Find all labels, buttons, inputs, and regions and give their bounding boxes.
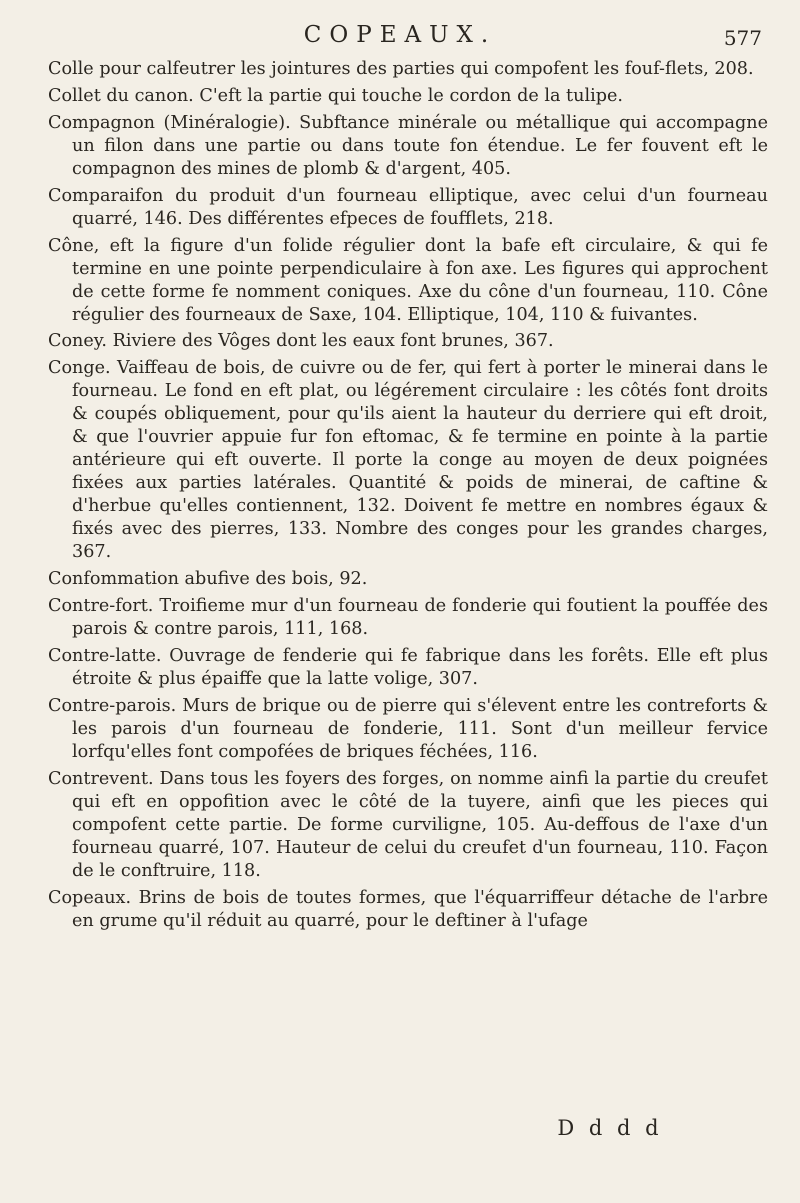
dictionary-entry <box>48 330 768 353</box>
entry-definition: Dans tous les foyers des forges, on nomme ainfi la partie du creufet qui eft en oppofition avec le côté de la tuyere, ainfi que les pieces qui compofent cette partie. De forme curviligne, 105. Au-deffous de l'axe d'un fourneau quarré, 107. Hauteur de celui du creufet d'un fourneau, 110. Façon de le conftruire, 118. <box>72 768 768 881</box>
entry-definition: Vaiffeau de bois, de cuivre ou de fer, qui fert à porter le minerai dans le fourneau. Le fond en eft plat, ou légérement circulaire : les côtés font droits & coupés obliquement, pour qu'ils aient la hauteur du derriere qui eft droit, & que l'ouvrier appuie fur fon eftomac, & fe termine en pointe à la partie antérieure qui eft ouverte. Il porte la conge au moyen de deux poignées fixées aux parties latérales. Quantité & poids de minerai, de caftine & d'herbue qu'elles contiennent, 132. Doivent fe mettre en nombres égaux & fixés avec des pierres, 133. Nombre des conges pour les grandes charges, 367. <box>72 358 768 563</box>
entry-term: Colle <box>48 59 94 79</box>
entry-definition: du canon. C'eft la partie qui touche le cordon de la tulipe. <box>100 85 623 106</box>
entry-term: Coney. <box>48 331 107 352</box>
entry-term: Collet <box>48 85 101 106</box>
entry-term: Contre-latte. <box>48 646 162 667</box>
entry-definition: du produit d'un fourneau elliptique, avec celui d'un fourneau quarré, 146. Des différentes efpeces de foufflets, 218. <box>72 185 768 229</box>
entry-term: Contre-fort. <box>48 596 154 617</box>
dictionary-entry <box>48 112 768 181</box>
entry-term: Cône, <box>48 235 100 256</box>
entry-definition: Brins de bois de toutes formes, que l'équarriffeur détache de l'arbre en grume qu'il réduit au quarré, pour le deftiner à l'ufage <box>72 887 768 931</box>
entry-definition: Riviere des Vôges dont les eaux font brunes, 367. <box>107 331 554 352</box>
entry-term: Confommation <box>48 569 179 590</box>
signature-mark: D d d d <box>557 1116 663 1140</box>
dictionary-entry <box>48 235 768 327</box>
dictionary-entry <box>48 595 768 641</box>
entry-definition: eft la figure d'un folide régulier dont la bafe eft circulaire, & qui fe termine en une pointe perpendiculaire à fon axe. Les figures qui approchent de cette forme fe nomment coniques. Axe du cône d'un fourneau, 110. Cône régulier des fourneaux de Saxe, 104. Elliptique, 104, 110 & fuivantes. <box>72 235 768 325</box>
page-number: 577 <box>723 26 762 50</box>
entry-definition: abufive des bois, 92. <box>178 569 368 590</box>
dictionary-entry <box>48 645 768 691</box>
running-head <box>0 22 800 56</box>
dictionary-entry <box>48 357 768 564</box>
dictionary-entry <box>48 85 768 108</box>
entry-definition: Ouvrage de fenderie qui fe fabrique dans les forêts. Elle eft plus étroite & plus épaiffe que la latte volige, 307. <box>72 646 768 690</box>
entry-term: Contre-parois. <box>48 695 177 716</box>
entry-term: Contrevent. <box>48 768 154 789</box>
dictionary-entry <box>48 887 768 933</box>
page-title: COPEAUX. <box>303 22 497 48</box>
entry-definition: Murs de brique ou de pierre qui s'élevent entre les contreforts & les parois d'un fourneau de fonderie, 111. Sont d'un meilleur fervice lorfqu'elles font compofées de briques féchées, 116. <box>72 695 768 762</box>
entry-term: Copeaux. <box>48 887 132 908</box>
dictionary-entry <box>48 58 768 81</box>
entry-definition: (Minéralogie). Subftance minérale ou métallique qui accompagne un filon dans une partie ou dans toute fon étendue. Le fer fouvent eft le compagnon des mines de plomb & d'argent, 405. <box>72 112 768 179</box>
entry-term: Compagnon <box>48 112 156 133</box>
entry-definition: pour calfeutrer les jointures des parties qui compofent les fouf-flets, 208. <box>93 59 754 79</box>
dictionary-entry <box>48 185 768 231</box>
entry-term: Comparaifon <box>48 185 164 206</box>
dictionary-entry <box>48 695 768 764</box>
entry-list <box>48 58 768 937</box>
entry-term: Conge. <box>48 358 111 379</box>
entry-definition: Troifieme mur d'un fourneau de fonderie qui foutient la pouffée des parois & contre parois, 111, 168. <box>72 596 768 640</box>
dictionary-entry <box>48 768 768 883</box>
dictionary-entry <box>48 568 768 591</box>
